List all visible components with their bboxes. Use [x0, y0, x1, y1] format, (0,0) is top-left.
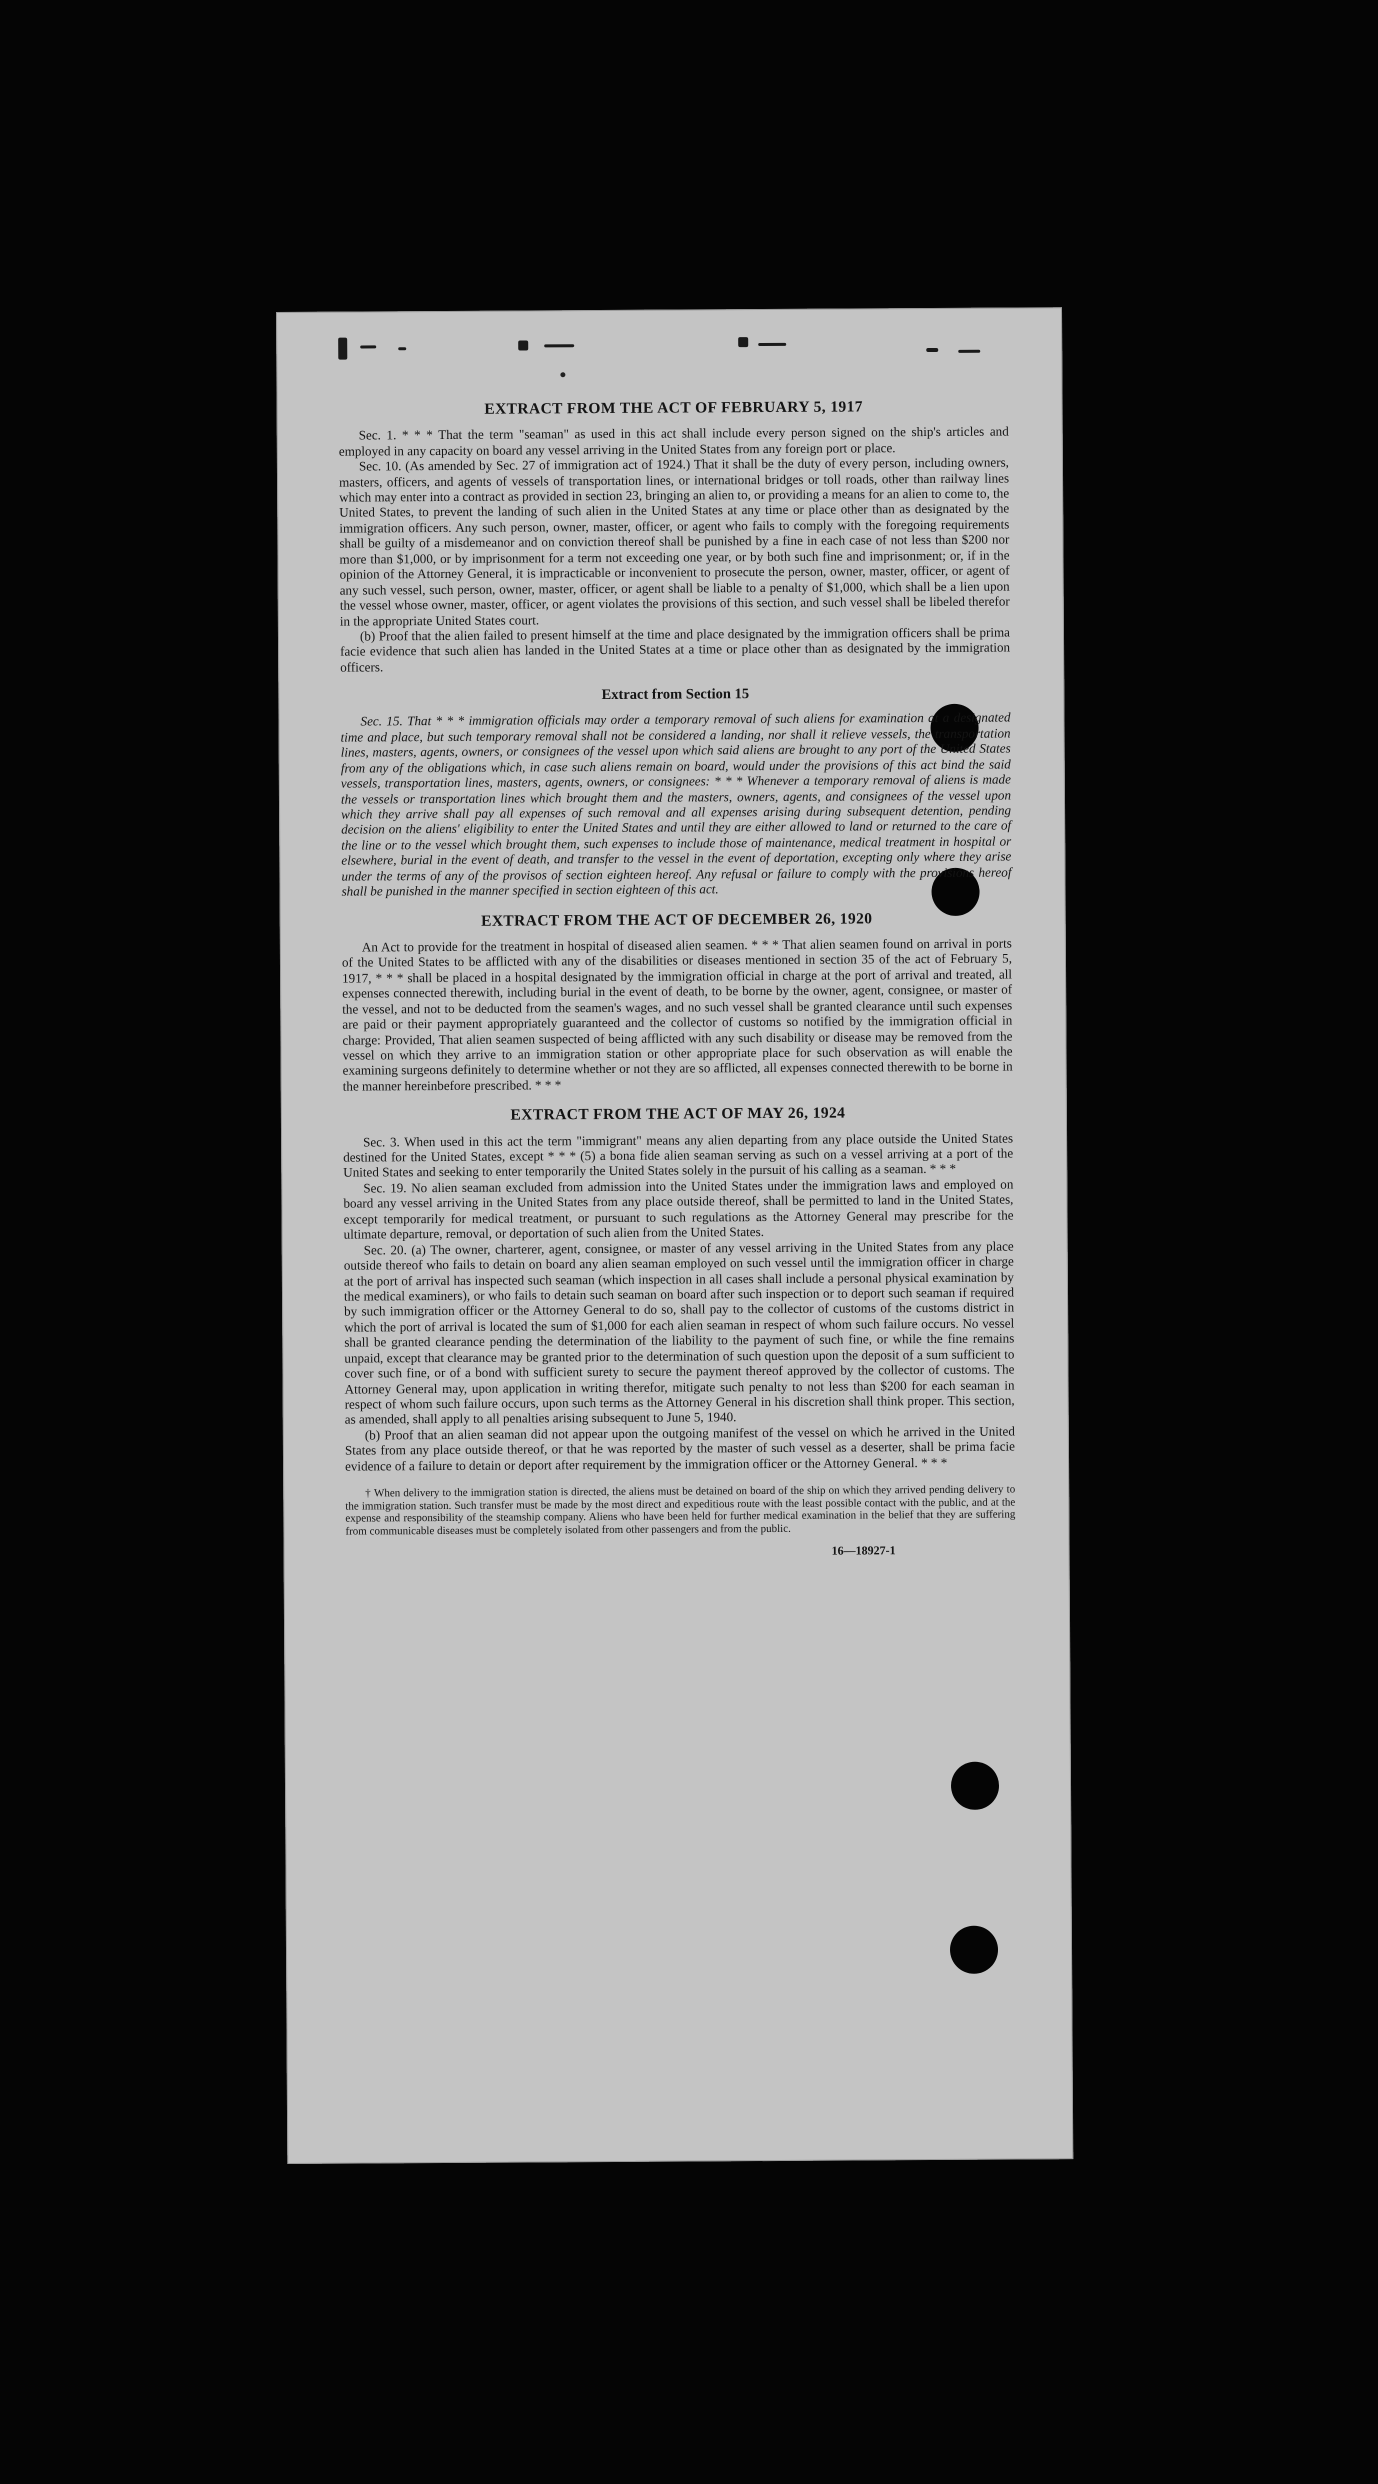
- act-1920-paragraph: An Act to provide for the treatment in hospital of diseased alien seamen. * * * That alien seamen found on arrival in ports of the United States to be afflicted with any of the disabilities or diseases mentioned in section 35 of the act of February 5, 1917, * * * shall be placed in a hospital designated by the immigration official in charge at the port of arrival and treated, all expenses connected therewith, including burial in the event of death, to be borne by the owner, agent, consignee, or master of the vessel, and not to be deducted from the seamen's wages, and no such vessel shall be granted clearance until such expenses are paid or their payment appropriately guaranteed and the collector of customs so notified by the immigration official in charge: Provided, That alien seamen suspected of being afflicted with any such disability or disease may be removed from the vessel on which they arrive to an immigration station or other appropriate place for such observation as will enable the examining surgeons definitely to determine whether or not they are so afflicted, all expenses connected therewith to be borne in the manner hereinbefore prescribed. * * *: [341, 935, 1013, 1094]
- ink-mark: [398, 347, 406, 350]
- ink-mark: [544, 344, 574, 347]
- ink-dot: [560, 372, 565, 377]
- sec-20-a-paragraph: Sec. 20. (a) The owner, charterer, agent, consignee, or master of any vessel arriving in the United States from any place outside thereof who fails to detain on board any alien seaman employed on such vessel until the immigration officer in charge at the port of arrival has inspected such seaman (which inspection in all cases shall include a personal physical examination by the medical examiners), or who fails to detain such seaman on board after such inspection or to deport such seaman if required by such immigration officer or the Attorney General to do so, shall pay to the collector of customs of the customs district in which the port of arrival is located the sum of $1,000 for each alien seaman in respect of whom such failure occurs. No vessel shall be granted clearance pending the determination of the liability to the payment of such fine, or while the fine remains unpaid, except that clearance may be granted prior to the determination of such question upon the deposit of a sum sufficient to cover such fine, or of a bond with sufficient surety to secure the payment thereof approved by the collector of customs. The Attorney General may, upon application in writing therefor, mitigate such penalty to not less than $200 for each seaman in respect of whom such failure occurs, upon such terms as the Attorney General in his discretion shall think proper. This section, as amended, shall apply to all penalties arising subsequent to June 5, 1940.: [343, 1238, 1015, 1428]
- section-15-heading: Extract from Section 15: [601, 686, 750, 704]
- document-page: [276, 307, 1073, 2164]
- punch-hole: [951, 1762, 999, 1810]
- sec-1-paragraph: Sec. 1. * * * That the term "seaman" as used in this act shall include every person signed on the ship's articles and employed in any capacity on board any vessel arriving in the United States from any foreign port or place.: [338, 423, 1009, 459]
- ink-mark: [360, 345, 376, 348]
- act-1924-section: [343, 1104, 1015, 1474]
- ink-mark: [958, 350, 980, 353]
- sec-10-paragraph: Sec. 10. (As amended by Sec. 27 of immigration act of 1924.) That it shall be the duty of every person, including owners, masters, officers, and agents of vessels of transportation lines, or international bridges or toll roads, other than railway lines which may enter into a contract as provided in section 23, bringing an alien to, or providing a means for an alien to come to, the United States, to prevent the landing of such alien in the United States at any time or place other than as designated by the immigration officers. Any such person, owner, master, officer, or agent who fails to comply with the foregoing requirements shall be guilty of a misdemeanor and on conviction thereof shall be punished by a fine in each case of not less than $200 nor more than $1,000, or by imprisonment for a term not exceeding one year, or by both such fine and imprisonment; or, if in the opinion of the Attorney General, it is impracticable or inconvenient to prosecute the person, owner, master, officer, or agent of any such vessel, such person, owner, master, officer, or agent shall be liable to a penalty of $1,000, which shall be a lien upon the vessel whose owner, master, officer, or agent violates the provisions of this section, and such vessel shall be libeled therefor in the appropriate United States court.: [338, 454, 1010, 629]
- ink-mark: [926, 348, 938, 352]
- section-15-block: [340, 685, 1011, 899]
- footnote: † When delivery to the immigration station is directed, the aliens must be detained on board of the ship on which they arrived pending delivery to the immigration station. Such transfer must be made by the most direct and expeditious route with the least possible contact with the public, and at the expense and responsibility of the steamship company. Aliens who have been held for further medical examination in the belief that they are suffering from communicable diseases must be completely isolated from other passengers and from the public.: [345, 1483, 1016, 1538]
- sec-15-paragraph: Sec. 15. That * * * immigration officials may order a temporary removal of such aliens for examination at a designated time and place, but such temporary removal shall not be considered a landing, nor shall it relieve vessels, the transportation lines, masters, agents, owners, or consignees of the vessel upon which said aliens are brought to any port of the United States from any of the obligations which, in case such aliens remain on board, would under the provisions of this act bind the said vessels, transportation lines, masters, agents, owners, or consignees: * * * Whenever a temporary removal of aliens is made the vessels or transportation lines which brought them and the masters, owners, agents, and consignees of the vessel upon which they arrive shall pay all expenses of such removal and all expenses arising during subsequent detention, pending decision on the aliens' eligibility to enter the United States and until they are either allowed to land or returned to the care of the line or to the vessel which brought them, such expenses to include those of maintenance, medical treatment in hospital or elsewhere, burial in the event of death, and transfer to the vessel in the event of deportation, excepting only where they arise under the terms of any of the provisos of section eighteen hereof. Any refusal or failure to comply with the provisions hereof shall be punished in the manner specified in section eighteen of this act.: [340, 709, 1012, 899]
- ink-mark: [518, 340, 528, 350]
- sec-3-paragraph: Sec. 3. When used in this act the term "immigrant" means any alien departing from any place outside the United States destined for the United States, except * * * (5) a bona fide alien seaman serving as such on a vessel arriving at a port of the United States and seeking to enter temporarily the United States solely in the pursuit of his calling as a seaman. * * *: [343, 1130, 1014, 1181]
- form-number: 16—18927-1: [831, 1543, 896, 1558]
- sec-20-b-paragraph: (b) Proof that an alien seaman did not appear upon the outgoing manifest of the vessel on which he arrived in the United States from any place outside thereof, or that he was reported by the master of such vessel as a deserter, shall be prima facie evidence of a failure to detain or deport after requirement by the immigration officer or the Attorney General. * * *: [344, 1423, 1015, 1474]
- act-1920-section: [342, 909, 1013, 1094]
- document-body: [339, 398, 1016, 1561]
- sec-10-b-paragraph: (b) Proof that the alien failed to present himself at the time and place designated by the immigration officers shall be prima facie evidence that such alien has landed in the United States at a time or place other than as designated by the immigration officers.: [340, 624, 1011, 675]
- sec-19-paragraph: Sec. 19. No alien seaman excluded from admission into the United States under the immigration laws and employed on board any vessel arriving in the United States from any place outside thereof, shall be permitted to land in the United States, except temporarily for medical treatment, or pursuant to such regulations as the Attorney General may prescribe for the ultimate departure, removal, or deportation of such alien from the United States.: [343, 1176, 1014, 1242]
- ink-mark: [758, 343, 786, 346]
- act-1917-section: [339, 398, 1011, 675]
- top-edge-marks: [338, 330, 998, 364]
- act-1924-heading: EXTRACT FROM THE ACT OF MAY 26, 1924: [510, 1104, 846, 1124]
- act-1917-heading: EXTRACT FROM THE ACT OF FEBRUARY 5, 1917: [484, 398, 863, 418]
- ink-mark: [738, 337, 748, 347]
- act-1920-heading: EXTRACT FROM THE ACT OF DECEMBER 26, 1920: [480, 910, 873, 930]
- punch-hole: [950, 1926, 998, 1974]
- ink-mark: [338, 338, 347, 360]
